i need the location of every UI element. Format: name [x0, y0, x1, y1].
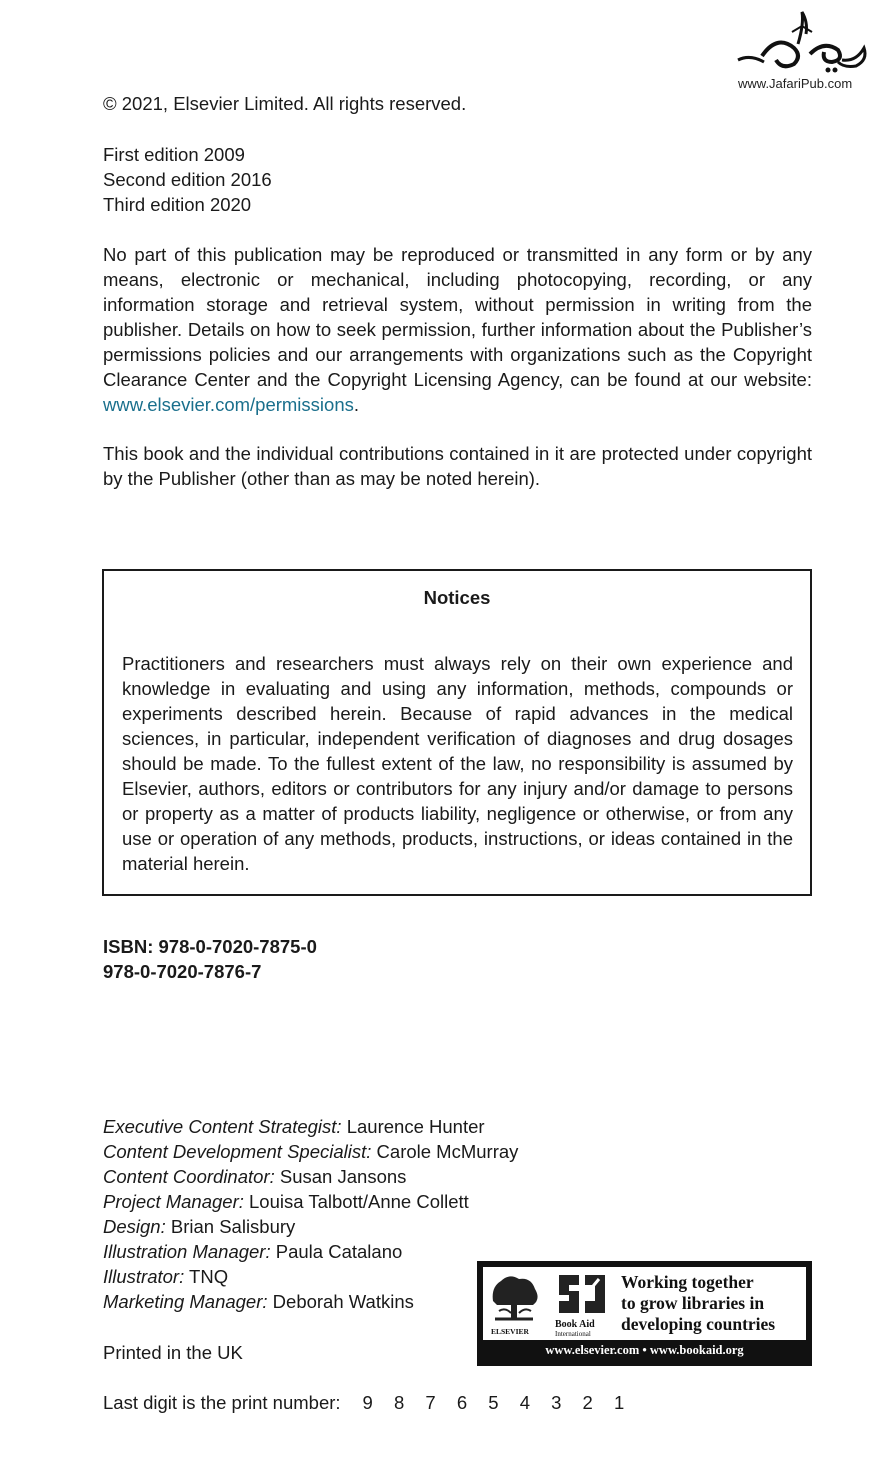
credit-role: Content Coordinator: — [103, 1166, 275, 1187]
print-number-label: Last digit is the print number: — [103, 1392, 341, 1413]
edition-line: Second edition 2016 — [103, 169, 272, 190]
credit-line — [103, 1214, 603, 1239]
isbn-second: 978-0-7020-7876-7 — [103, 961, 262, 982]
credit-role: Design: — [103, 1216, 166, 1237]
credit-role: Marketing Manager: — [103, 1291, 268, 1312]
isbn-first: 978-0-7020-7875-0 — [158, 936, 317, 957]
credit-line — [103, 1139, 603, 1164]
credit-role: Illustrator: — [103, 1266, 185, 1287]
notices-title: Notices — [423, 587, 491, 608]
book-aid-panel — [483, 1267, 806, 1340]
edition-history — [103, 142, 823, 217]
book-aid-urls: www.elsevier.com • www.bookaid.org — [545, 1343, 744, 1357]
print-number-line — [103, 1390, 625, 1415]
isbn-label: ISBN: — [103, 936, 154, 957]
notices-box — [102, 569, 812, 896]
book-aid-logo — [555, 1271, 609, 1317]
credit-name: Susan Jansons — [279, 1166, 407, 1187]
book-aid-label: Book Aid — [555, 1319, 595, 1330]
print-number-digits: 9 8 7 6 5 4 3 2 1 — [362, 1392, 626, 1413]
credit-name: Paula Catalano — [275, 1241, 403, 1262]
credit-line — [103, 1189, 603, 1214]
credit-role: Project Manager: — [103, 1191, 244, 1212]
tagline-line: to grow libraries in — [621, 1293, 765, 1313]
credit-name: Laurence Hunter — [346, 1116, 485, 1137]
book-aid-sub: International — [555, 1330, 591, 1338]
copyright-line: © 2021, Elsevier Limited. All rights reserved. — [103, 93, 467, 114]
edition-line: Third edition 2020 — [103, 194, 252, 215]
elsevier-tree-logo — [487, 1271, 543, 1323]
tagline-line: Working together — [621, 1272, 754, 1292]
credit-name: Brian Salisbury — [170, 1216, 296, 1237]
book-aid-tagline — [621, 1272, 806, 1335]
credit-name: Carole McMurray — [376, 1141, 519, 1162]
permissions-paragraph — [103, 242, 812, 417]
copyright-protection-paragraph: This book and the individual contributions contained in it are protected under copyright by the Publisher (other than as may be noted herein). — [103, 443, 812, 489]
watermark-url: www.JafariPub.com — [738, 76, 853, 91]
permissions-text: No part of this publication may be reproduced or transmitted in any form or by any means, electronic or mechanical, including photocopying, recording, or any information storage and retrieval system, without permission in writing from the publisher. Details on how to seek permission, further information about the Publisher’s permissions policies and our arrangements with organizations such as the Copyright Clearance Center and the Copyright Licensing Agency, can be found at our website: — [103, 244, 812, 390]
isbn-block — [103, 934, 317, 984]
credit-name: Louisa Talbott/Anne Collett — [249, 1191, 469, 1212]
credit-role: Executive Content Strategist: — [103, 1116, 342, 1137]
printed-in: Printed in the UK — [103, 1342, 243, 1363]
credit-line — [103, 1164, 603, 1189]
credit-role: Content Development Specialist: — [103, 1141, 372, 1162]
edition-line: First edition 2009 — [103, 144, 245, 165]
notices-body: Practitioners and researchers must always rely on their own experience and knowledge in evaluating and using any information, methods, compounds or experiments described herein. Because of rapid advances in the medical sciences, in particular, independent verification of diagnoses and drug dosages should be made. To the fullest extent of the law, no responsibility is assumed by Elsevier, authors, editors or contributors for any injury and/or damage to persons or property as a matter of products liability, negligence or otherwise, or from any use or operation of any methods, products, instructions, or ideas contained in the material herein. — [122, 653, 793, 874]
credit-name: Deborah Watkins — [272, 1291, 414, 1312]
permissions-end: . — [353, 394, 359, 415]
credit-name: TNQ — [189, 1266, 229, 1287]
tagline-line: developing countries — [621, 1314, 776, 1334]
book-aid-banner — [477, 1261, 812, 1366]
credit-line — [103, 1114, 603, 1139]
permissions-link[interactable]: www.elsevier.com/permissions — [103, 394, 354, 415]
elsevier-label: ELSEVIER — [491, 1327, 529, 1336]
credit-role: Illustration Manager: — [103, 1241, 271, 1262]
